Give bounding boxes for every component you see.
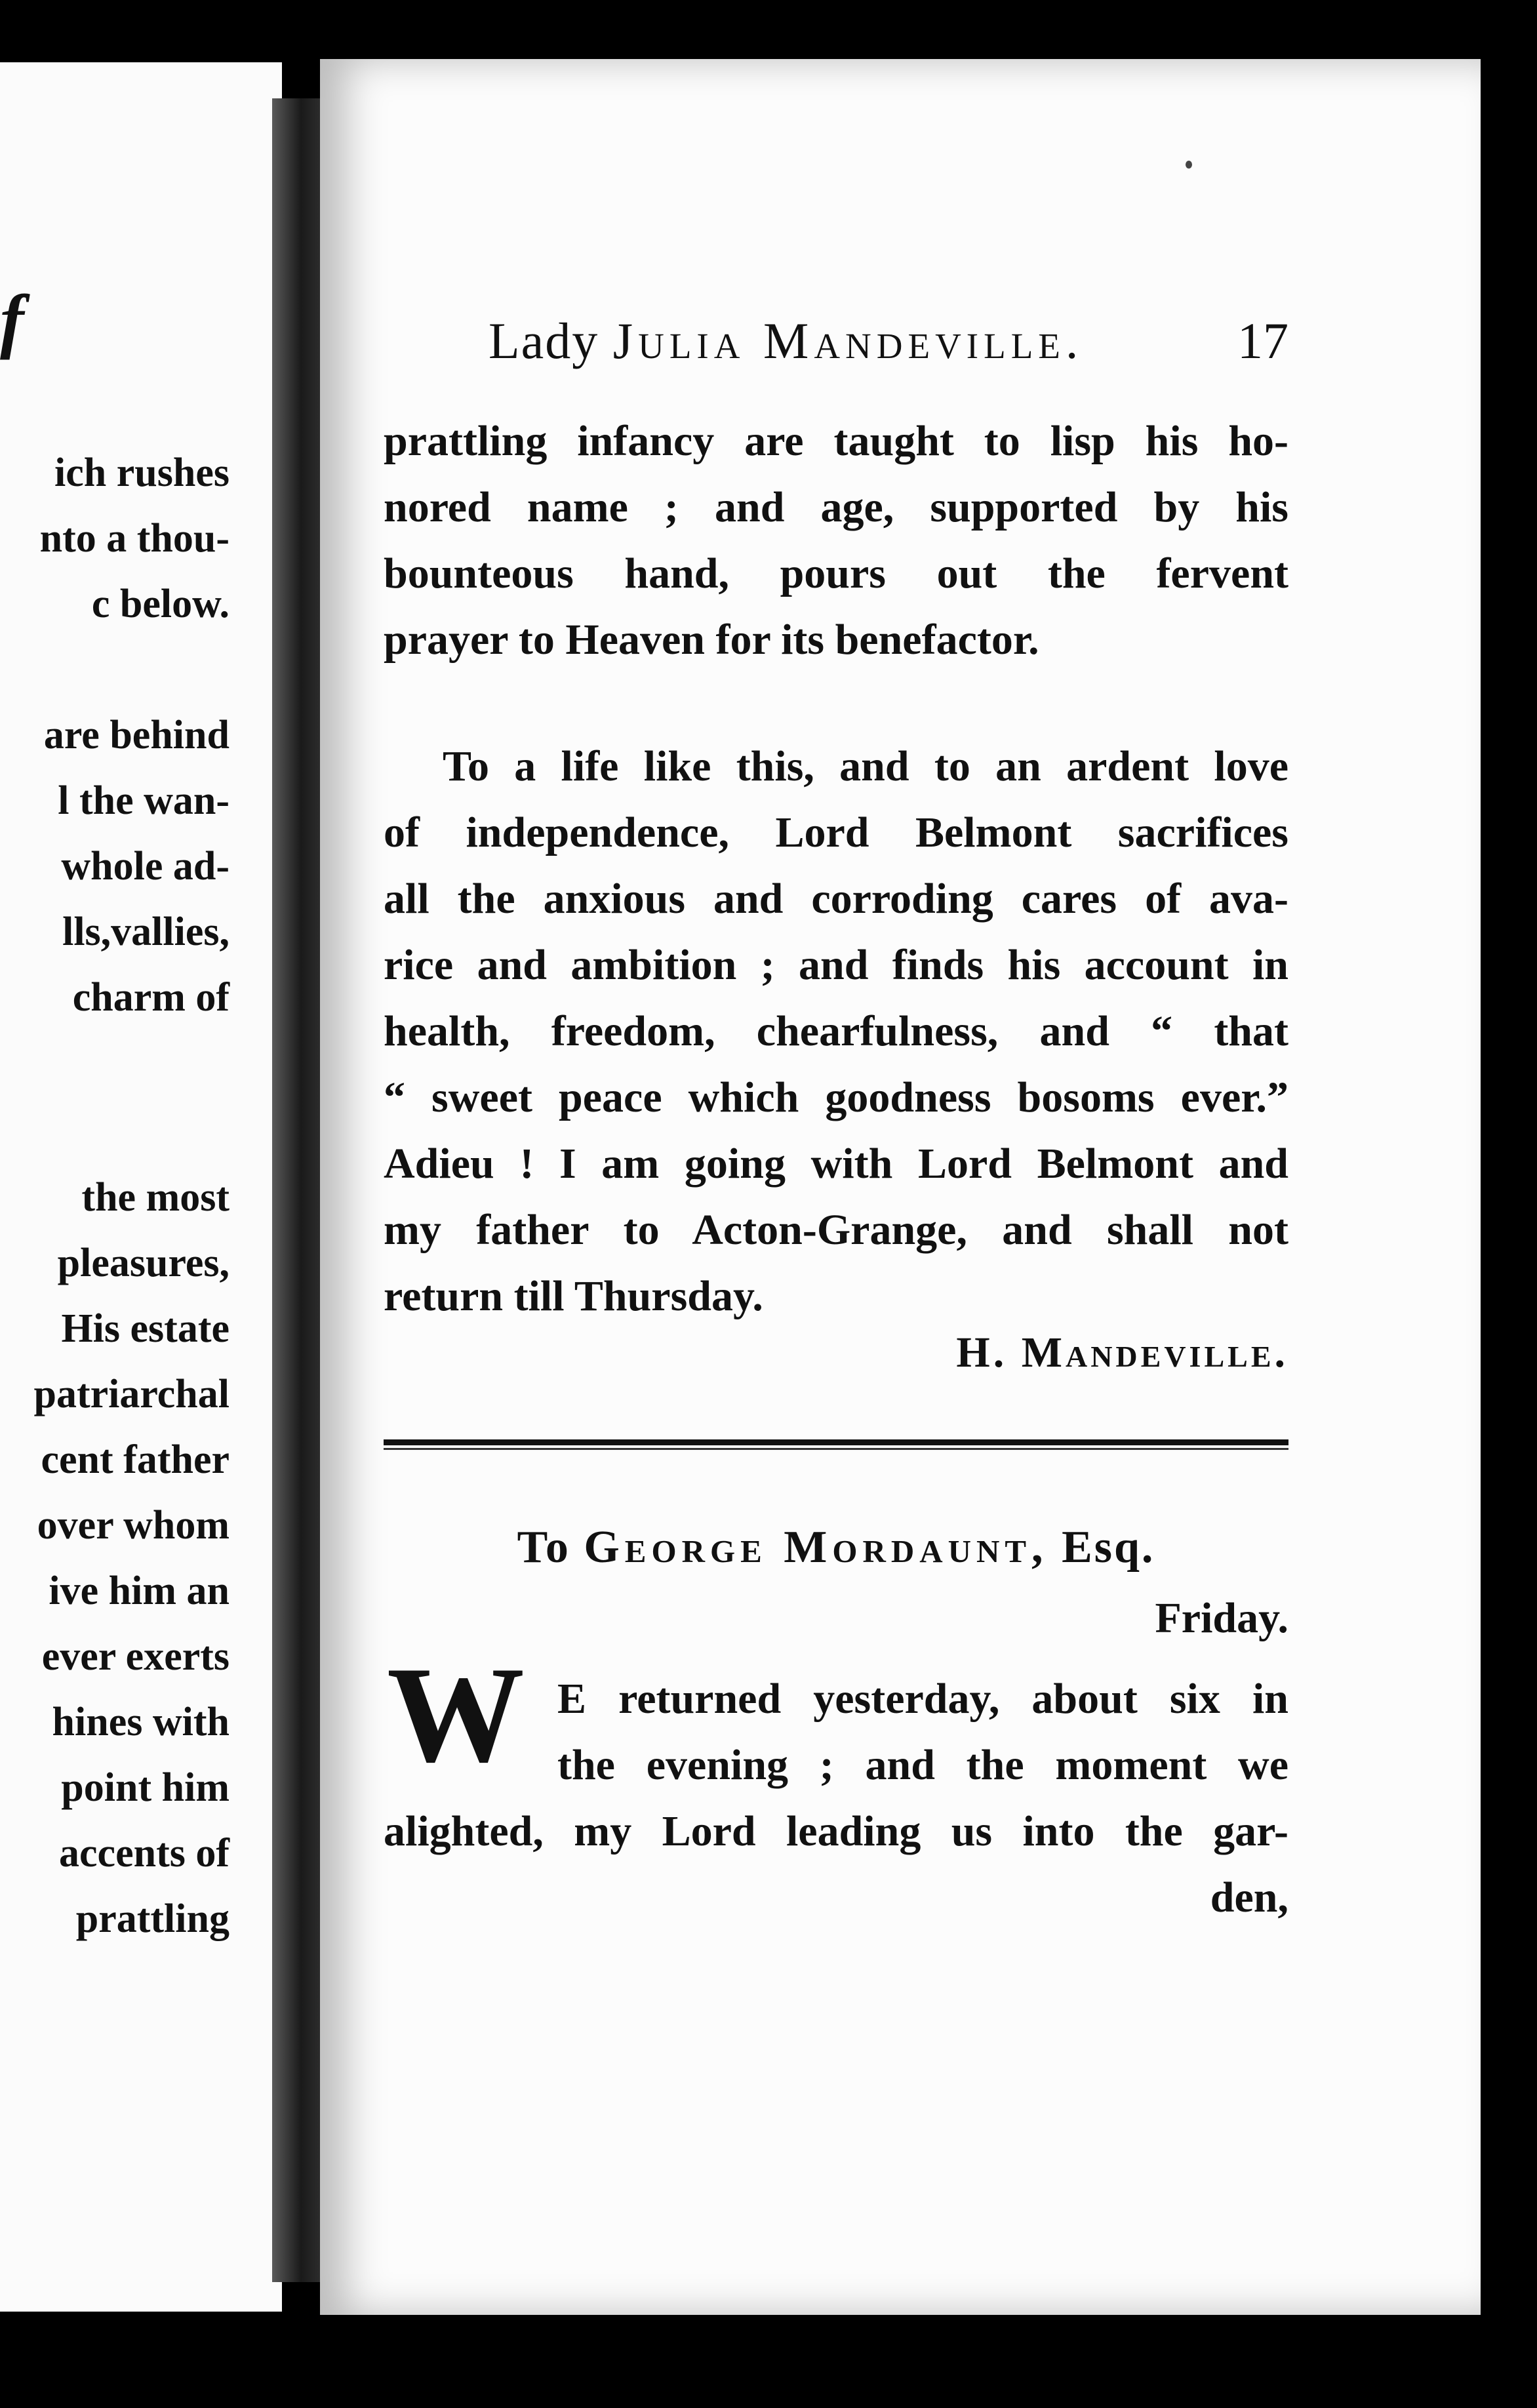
left-line-17: hines with	[52, 1700, 230, 1744]
left-line-15: ive him an	[49, 1569, 230, 1613]
catchword: den,	[1210, 1874, 1288, 1921]
left-line-13: cent father	[41, 1437, 230, 1482]
signature: H. Mandeville.	[956, 1329, 1288, 1376]
left-line-9: the most	[81, 1175, 230, 1220]
text-line: To a life like this, and to an ardent love	[443, 742, 1288, 790]
letter-heading-tail: Esq.	[1048, 1522, 1155, 1573]
text-line: the evening ; and the moment we	[557, 1741, 1288, 1789]
running-head-title: Julia Mandeville.	[612, 312, 1084, 369]
paper-speck	[1186, 161, 1192, 169]
section-rule-thin	[384, 1448, 1288, 1450]
left-line-14: over whom	[37, 1503, 230, 1548]
paragraph-2	[384, 733, 1288, 1329]
left-line-20: prattling	[75, 1896, 230, 1941]
letter-heading-name: George Mordaunt,	[584, 1522, 1048, 1573]
text-line: E returned yesterday, about six in	[557, 1675, 1288, 1723]
left-line-10: pleasures,	[57, 1241, 230, 1285]
left-line-1: ich rushes	[54, 451, 230, 495]
letter-heading-lead: To	[517, 1522, 584, 1573]
text-line: prattling infancy are taught to lisp his ho-	[384, 417, 1288, 465]
left-line-12: patriarchal	[33, 1372, 230, 1416]
drop-cap: W	[387, 1639, 525, 1791]
letter-heading	[384, 1521, 1288, 1574]
left-page-ornament: f	[0, 280, 24, 360]
text-line: “ sweet peace which goodness bosoms ever.”	[384, 1074, 1288, 1121]
left-line-6: whole ad-	[61, 844, 230, 889]
text-line: of independence, Lord Belmont sacrifices	[384, 809, 1288, 856]
text-line: alighted, my Lord leading us into the gar-	[384, 1807, 1288, 1855]
left-line-11: His estate	[61, 1306, 230, 1351]
dateline: Friday.	[1155, 1594, 1288, 1642]
section-rule	[384, 1439, 1288, 1445]
text-line: Adieu ! I am going with Lord Belmont and	[384, 1140, 1288, 1188]
left-page	[0, 62, 282, 2312]
left-line-18: point him	[61, 1765, 230, 1810]
text-line: rice and ambition ; and finds his account in	[384, 941, 1288, 989]
running-head-lead: Lady	[489, 312, 613, 369]
text-line: my father to Acton-Grange, and shall not	[384, 1206, 1288, 1254]
left-line-4: are behind	[43, 713, 230, 757]
text-line: health, freedom, chearfulness, and “ that	[384, 1007, 1288, 1055]
text-line: prayer to Heaven for its benefactor.	[384, 616, 1039, 664]
left-line-19: accents of	[59, 1831, 230, 1876]
text-line: nored name ; and age, supported by his	[384, 483, 1288, 531]
left-line-3: c below.	[91, 582, 230, 626]
text-line: return till Thursday.	[384, 1272, 763, 1320]
page-number: 17	[1237, 312, 1288, 369]
left-line-2: nto a thou-	[39, 516, 230, 561]
text-line: bounteous hand, pours out the fervent	[384, 550, 1288, 597]
left-line-16: ever exerts	[41, 1634, 230, 1679]
paragraph-continued	[384, 408, 1288, 673]
running-head	[489, 311, 1288, 371]
letter-body	[384, 1666, 1288, 1931]
left-line-7: lls,vallies,	[62, 910, 230, 954]
left-line-5: l the wan-	[58, 778, 230, 823]
text-line: all the anxious and corroding cares of ava-	[384, 875, 1288, 923]
left-line-8: charm of	[72, 975, 230, 1020]
